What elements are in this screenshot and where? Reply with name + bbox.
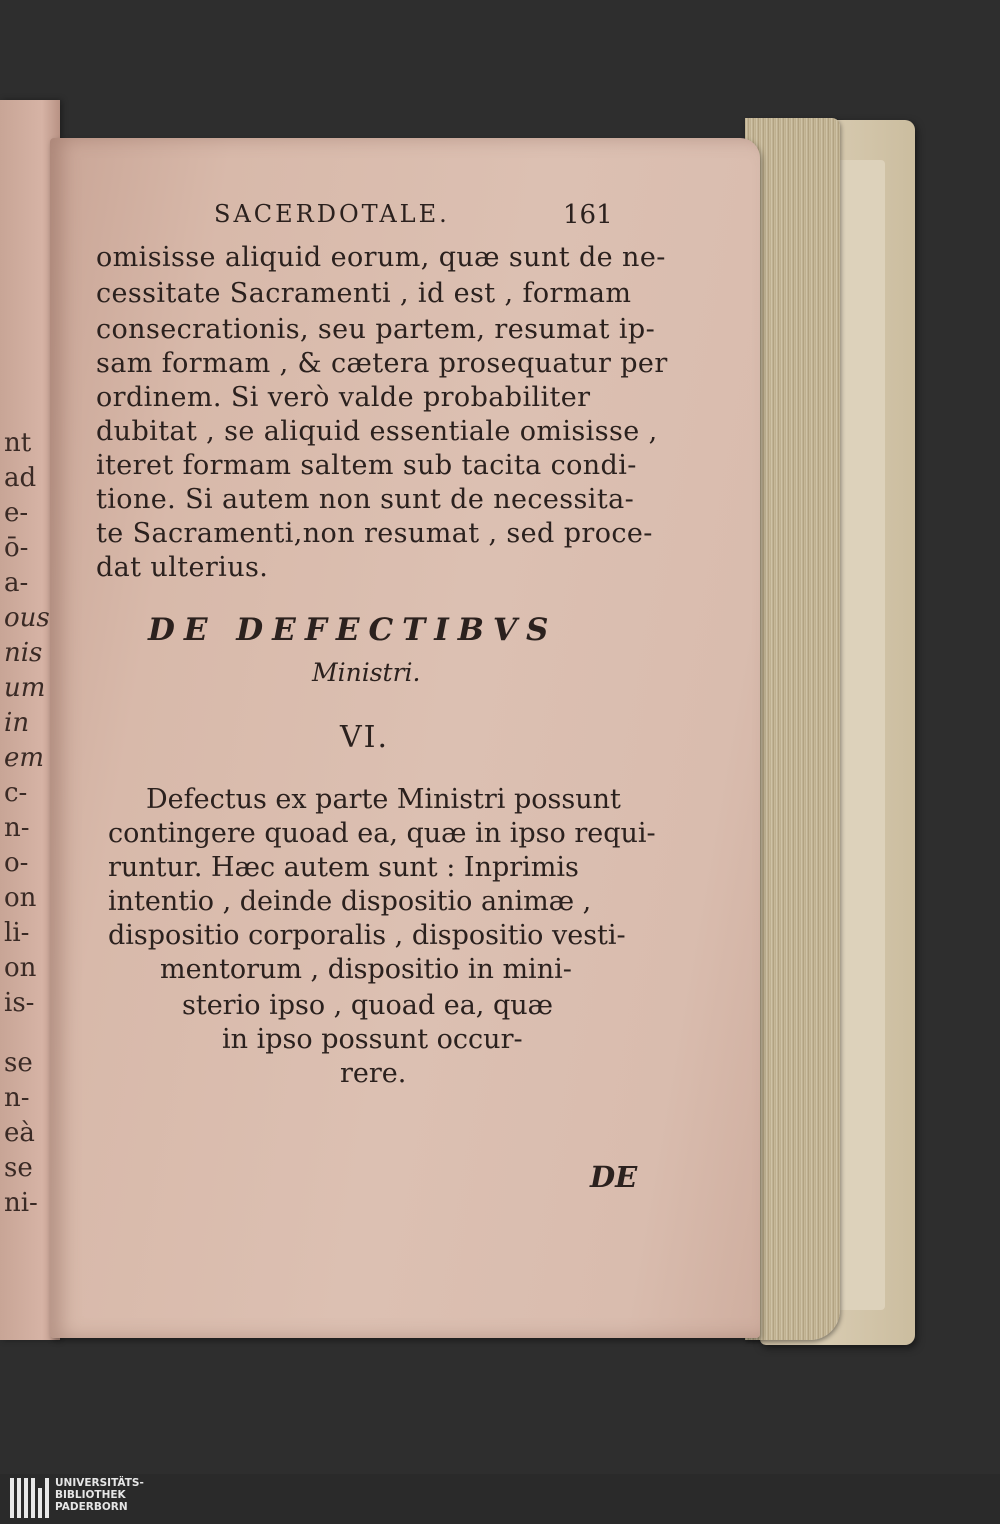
left-page-fragment: nis xyxy=(4,638,43,668)
section-subheading: Ministri. xyxy=(312,658,421,687)
chapter-line: in ipso possunt occur- xyxy=(222,1024,523,1055)
left-page-fragment: c- xyxy=(4,778,28,808)
logo-line: BIBLIOTHEK xyxy=(55,1489,126,1501)
left-page-fragment: n- xyxy=(4,1083,30,1113)
left-page-fragment: ous xyxy=(4,603,50,633)
body-line: omisisse aliquid eorum, quæ sunt de ne- xyxy=(96,242,666,273)
page-number: 161 xyxy=(563,200,613,230)
left-page-fragment: a- xyxy=(4,568,29,598)
left-page-fragment: se xyxy=(4,1048,33,1078)
left-page-fragment: n- xyxy=(4,813,30,843)
chapter-line: Defectus ex parte Ministri possunt xyxy=(146,784,621,815)
chapter-line: dispositio corporalis , dispositio vesti- xyxy=(108,920,626,951)
body-line: tione. Si autem non sunt de necessita- xyxy=(96,484,635,515)
body-line: sam formam , & cætera prosequatur per xyxy=(96,348,668,379)
left-page-fragment: ō- xyxy=(4,533,29,563)
body-line: iteret formam saltem sub tacita condi- xyxy=(96,450,637,481)
library-logo-text xyxy=(55,1477,144,1513)
body-line: te Sacramenti,non resumat , sed proce- xyxy=(96,518,653,549)
chapter-line: mentorum , dispositio in mini- xyxy=(160,954,572,985)
left-page-fragment: em xyxy=(4,743,45,773)
running-head: SACERDOTALE. xyxy=(214,200,450,228)
left-page-fragment: o- xyxy=(4,848,29,878)
chapter-line: runtur. Hæc autem sunt : Inprimis xyxy=(108,852,579,883)
left-page-fragment: nt xyxy=(4,428,32,458)
section-heading: DE DEFECTIBVS xyxy=(148,612,558,648)
body-line: ordinem. Si verò valde probabiliter xyxy=(96,382,591,413)
chapter-line: intentio , deinde dispositio animæ , xyxy=(108,886,592,917)
catchword: DE xyxy=(590,1160,638,1194)
left-page-fragment: ad xyxy=(4,463,37,493)
left-page-fragment: eà xyxy=(4,1118,35,1148)
left-page-fragment: li- xyxy=(4,918,30,948)
left-page-fragment: in xyxy=(4,708,30,738)
left-page-fragment: um xyxy=(4,673,46,703)
chapter-line: contingere quoad ea, quæ in ipso requi- xyxy=(108,818,656,849)
chapter-line: rere. xyxy=(340,1058,407,1089)
body-line: consecrationis, seu partem, resumat ip- xyxy=(96,314,656,345)
library-logo-icon xyxy=(10,1478,49,1518)
body-line: dubitat , se aliquid essentiale omisisse , xyxy=(96,416,658,447)
footer-bar xyxy=(0,1474,1000,1524)
body-line: dat ulterius. xyxy=(96,552,269,583)
left-page-fragment: se xyxy=(4,1153,33,1183)
chapter-number: VI. xyxy=(340,720,390,755)
logo-line: PADERBORN xyxy=(55,1501,128,1513)
left-page-fragment: e- xyxy=(4,498,29,528)
logo-line: UNIVERSITÄTS- xyxy=(55,1477,144,1489)
body-line: cessitate Sacramenti , id est , formam xyxy=(96,278,632,309)
left-page-fragment: is- xyxy=(4,988,35,1018)
left-page-fragment: on xyxy=(4,953,37,983)
chapter-line: sterio ipso , quoad ea, quæ xyxy=(182,990,554,1021)
left-page-fragment: ni- xyxy=(4,1188,38,1218)
left-page-fragment: on xyxy=(4,883,37,913)
